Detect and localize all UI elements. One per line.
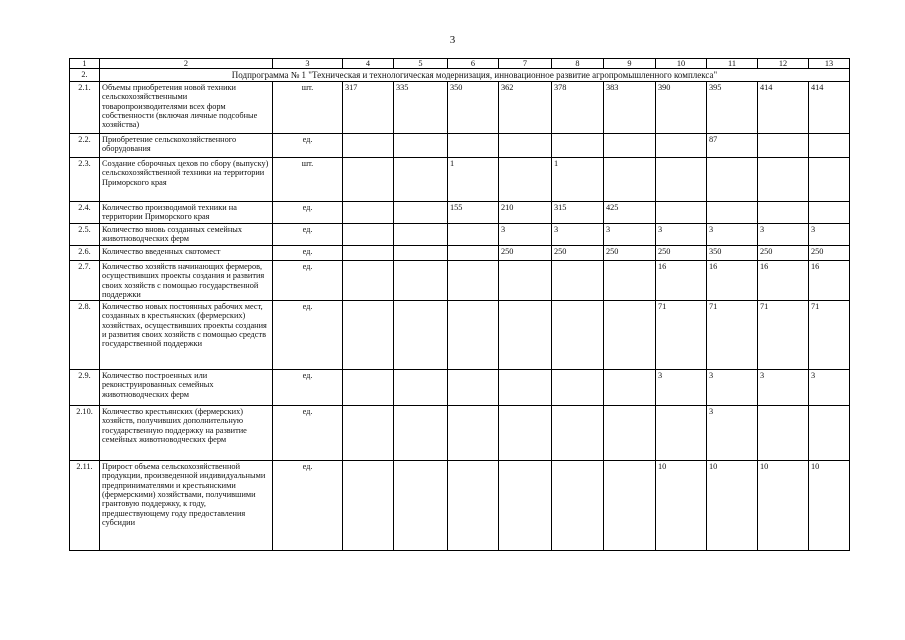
value-cell bbox=[604, 370, 656, 406]
value-cell bbox=[552, 461, 604, 551]
value-cell bbox=[343, 134, 394, 158]
value-cell bbox=[394, 224, 448, 246]
unit-cell: ед. bbox=[273, 406, 343, 461]
value-cell: 16 bbox=[707, 261, 758, 301]
value-cell bbox=[343, 406, 394, 461]
table-row bbox=[70, 224, 850, 246]
value-cell bbox=[656, 406, 707, 461]
value-cell bbox=[604, 134, 656, 158]
column-header: 2 bbox=[100, 59, 273, 69]
value-cell bbox=[656, 158, 707, 202]
value-cell: 3 bbox=[809, 370, 850, 406]
value-cell: 250 bbox=[604, 246, 656, 261]
unit-cell: ед. bbox=[273, 224, 343, 246]
value-cell bbox=[448, 224, 499, 246]
table-row bbox=[70, 158, 850, 202]
value-cell bbox=[707, 158, 758, 202]
value-cell bbox=[499, 406, 552, 461]
value-cell: 250 bbox=[758, 246, 809, 261]
row-number: 2.7. bbox=[70, 261, 100, 301]
column-header: 4 bbox=[343, 59, 394, 69]
value-cell bbox=[809, 158, 850, 202]
value-cell: 390 bbox=[656, 82, 707, 134]
column-header: 12 bbox=[758, 59, 809, 69]
row-number: 2.3. bbox=[70, 158, 100, 202]
value-cell bbox=[394, 461, 448, 551]
unit-cell: ед. bbox=[273, 261, 343, 301]
value-cell bbox=[499, 461, 552, 551]
table-row bbox=[70, 134, 850, 158]
value-cell bbox=[758, 202, 809, 224]
value-cell bbox=[604, 158, 656, 202]
value-cell bbox=[552, 406, 604, 461]
row-number: 2.6. bbox=[70, 246, 100, 261]
value-cell: 395 bbox=[707, 82, 758, 134]
value-cell bbox=[394, 246, 448, 261]
row-number: 2.11. bbox=[70, 461, 100, 551]
indicator-name: Количество новых постоянных рабочих мест, созданных в крестьянских (фермерских) хозяйствах, осуществивших проекты создания и развития своих хозяйств с помощью средств государственной поддержки bbox=[100, 301, 273, 370]
row-number: 2.9. bbox=[70, 370, 100, 406]
value-cell: 3 bbox=[707, 406, 758, 461]
unit-cell: ед. bbox=[273, 301, 343, 370]
value-cell: 3 bbox=[604, 224, 656, 246]
value-cell bbox=[343, 246, 394, 261]
value-cell bbox=[604, 261, 656, 301]
column-header: 3 bbox=[273, 59, 343, 69]
value-cell bbox=[758, 158, 809, 202]
value-cell: 315 bbox=[552, 202, 604, 224]
value-cell: 155 bbox=[448, 202, 499, 224]
table-row bbox=[70, 82, 850, 134]
value-cell bbox=[448, 134, 499, 158]
value-cell bbox=[394, 301, 448, 370]
column-header: 5 bbox=[394, 59, 448, 69]
indicator-name: Количество хозяйств начинающих фермеров, осуществивших проекты создания и развития своих хозяйств с помощью государственной поддержки bbox=[100, 261, 273, 301]
row-number: 2.10. bbox=[70, 406, 100, 461]
value-cell: 10 bbox=[809, 461, 850, 551]
value-cell: 10 bbox=[656, 461, 707, 551]
value-cell: 10 bbox=[707, 461, 758, 551]
indicator-name: Прирост объема сельскохозяйственной продукции, произведенной индивидуальными предпринимателями и крестьянскими (фермерскими) хозяйствами, получившими грантовую поддержку, к году, предшествующему году предоставления субсидии bbox=[100, 461, 273, 551]
page-number: 3 bbox=[449, 34, 456, 46]
column-header: 9 bbox=[604, 59, 656, 69]
indicator-name: Количество крестьянских (фермерских) хозяйств, получивших дополнительную государственную поддержку на развитие семейных животноводческих ферм bbox=[100, 406, 273, 461]
value-cell bbox=[758, 134, 809, 158]
value-cell: 16 bbox=[758, 261, 809, 301]
indicator-name: Объемы приобретения новой техники сельскохозяйственными товаропроизводителями всех форм собственности (включая личные подсобные хозяйства) bbox=[100, 82, 273, 134]
value-cell bbox=[448, 461, 499, 551]
table-row bbox=[70, 406, 850, 461]
value-cell: 335 bbox=[394, 82, 448, 134]
table-row bbox=[70, 370, 850, 406]
row-number: 2.5. bbox=[70, 224, 100, 246]
value-cell: 425 bbox=[604, 202, 656, 224]
value-cell bbox=[394, 406, 448, 461]
unit-cell: ед. bbox=[273, 134, 343, 158]
table-row bbox=[70, 461, 850, 551]
table-row bbox=[70, 246, 850, 261]
value-cell: 378 bbox=[552, 82, 604, 134]
value-cell: 210 bbox=[499, 202, 552, 224]
value-cell: 414 bbox=[809, 82, 850, 134]
value-cell bbox=[552, 134, 604, 158]
column-header: 6 bbox=[448, 59, 499, 69]
column-header: 13 bbox=[809, 59, 850, 69]
value-cell bbox=[552, 261, 604, 301]
value-cell bbox=[394, 370, 448, 406]
value-cell bbox=[343, 202, 394, 224]
unit-cell: шт. bbox=[273, 158, 343, 202]
subprogram-row bbox=[70, 69, 850, 82]
unit-cell: ед. bbox=[273, 202, 343, 224]
value-cell: 1 bbox=[448, 158, 499, 202]
value-cell bbox=[499, 134, 552, 158]
value-cell: 16 bbox=[656, 261, 707, 301]
value-cell bbox=[499, 261, 552, 301]
value-cell bbox=[604, 301, 656, 370]
column-header: 11 bbox=[707, 59, 758, 69]
value-cell: 350 bbox=[707, 246, 758, 261]
table-row bbox=[70, 202, 850, 224]
value-cell: 383 bbox=[604, 82, 656, 134]
value-cell bbox=[656, 202, 707, 224]
value-cell bbox=[448, 246, 499, 261]
subprogram-number: 2. bbox=[70, 69, 100, 82]
value-cell bbox=[552, 301, 604, 370]
value-cell: 362 bbox=[499, 82, 552, 134]
value-cell bbox=[448, 370, 499, 406]
indicator-name: Количество производимой техники на территории Приморского края bbox=[100, 202, 273, 224]
value-cell bbox=[809, 202, 850, 224]
value-cell: 71 bbox=[656, 301, 707, 370]
value-cell: 250 bbox=[809, 246, 850, 261]
value-cell: 250 bbox=[499, 246, 552, 261]
column-header: 1 bbox=[70, 59, 100, 69]
value-cell bbox=[343, 301, 394, 370]
column-header-row bbox=[70, 59, 850, 69]
value-cell bbox=[394, 202, 448, 224]
value-cell: 3 bbox=[809, 224, 850, 246]
value-cell: 71 bbox=[707, 301, 758, 370]
value-cell bbox=[656, 134, 707, 158]
value-cell: 71 bbox=[809, 301, 850, 370]
column-header: 10 bbox=[656, 59, 707, 69]
unit-cell: ед. bbox=[273, 461, 343, 551]
value-cell bbox=[394, 261, 448, 301]
value-cell: 350 bbox=[448, 82, 499, 134]
value-cell: 250 bbox=[552, 246, 604, 261]
value-cell: 317 bbox=[343, 82, 394, 134]
value-cell: 3 bbox=[707, 224, 758, 246]
value-cell: 3 bbox=[656, 370, 707, 406]
row-number: 2.2. bbox=[70, 134, 100, 158]
value-cell bbox=[448, 261, 499, 301]
subprogram-title: Подпрограмма № 1 "Техническая и технологическая модернизация, инновационное развитие агропромышленного комплекса" bbox=[100, 69, 850, 82]
value-cell bbox=[758, 406, 809, 461]
indicator-name: Количество построенных или реконструированных семейных животноводческих ферм bbox=[100, 370, 273, 406]
value-cell: 71 bbox=[758, 301, 809, 370]
value-cell: 3 bbox=[499, 224, 552, 246]
indicator-name: Приобретение сельскохозяйственного оборудования bbox=[100, 134, 273, 158]
value-cell: 1 bbox=[552, 158, 604, 202]
table-row bbox=[70, 301, 850, 370]
value-cell bbox=[448, 301, 499, 370]
value-cell: 3 bbox=[758, 370, 809, 406]
unit-cell: ед. bbox=[273, 370, 343, 406]
table-row bbox=[70, 261, 850, 301]
value-cell bbox=[448, 406, 499, 461]
value-cell bbox=[343, 370, 394, 406]
indicator-name: Количество введенных скотомест bbox=[100, 246, 273, 261]
value-cell: 3 bbox=[707, 370, 758, 406]
indicator-name: Количество вновь созданных семейных животноводческих ферм bbox=[100, 224, 273, 246]
value-cell bbox=[394, 158, 448, 202]
unit-cell: шт. bbox=[273, 82, 343, 134]
column-header: 7 bbox=[499, 59, 552, 69]
value-cell bbox=[552, 370, 604, 406]
column-header: 8 bbox=[552, 59, 604, 69]
value-cell: 3 bbox=[758, 224, 809, 246]
value-cell: 3 bbox=[656, 224, 707, 246]
value-cell: 87 bbox=[707, 134, 758, 158]
value-cell bbox=[394, 134, 448, 158]
value-cell: 16 bbox=[809, 261, 850, 301]
value-cell bbox=[343, 461, 394, 551]
indicator-name: Создание сборочных цехов по сбору (выпуску) сельскохозяйственной техники на территории Приморского края bbox=[100, 158, 273, 202]
value-cell: 10 bbox=[758, 461, 809, 551]
value-cell bbox=[343, 224, 394, 246]
value-cell bbox=[604, 406, 656, 461]
row-number: 2.4. bbox=[70, 202, 100, 224]
value-cell bbox=[604, 461, 656, 551]
value-cell bbox=[707, 202, 758, 224]
value-cell: 250 bbox=[656, 246, 707, 261]
value-cell bbox=[343, 261, 394, 301]
value-cell: 414 bbox=[758, 82, 809, 134]
value-cell bbox=[499, 301, 552, 370]
value-cell: 3 bbox=[552, 224, 604, 246]
value-cell bbox=[499, 370, 552, 406]
row-number: 2.8. bbox=[70, 301, 100, 370]
value-cell bbox=[809, 134, 850, 158]
value-cell bbox=[809, 406, 850, 461]
indicators-table bbox=[69, 58, 850, 551]
value-cell bbox=[499, 158, 552, 202]
value-cell bbox=[343, 158, 394, 202]
row-number: 2.1. bbox=[70, 82, 100, 134]
unit-cell: ед. bbox=[273, 246, 343, 261]
